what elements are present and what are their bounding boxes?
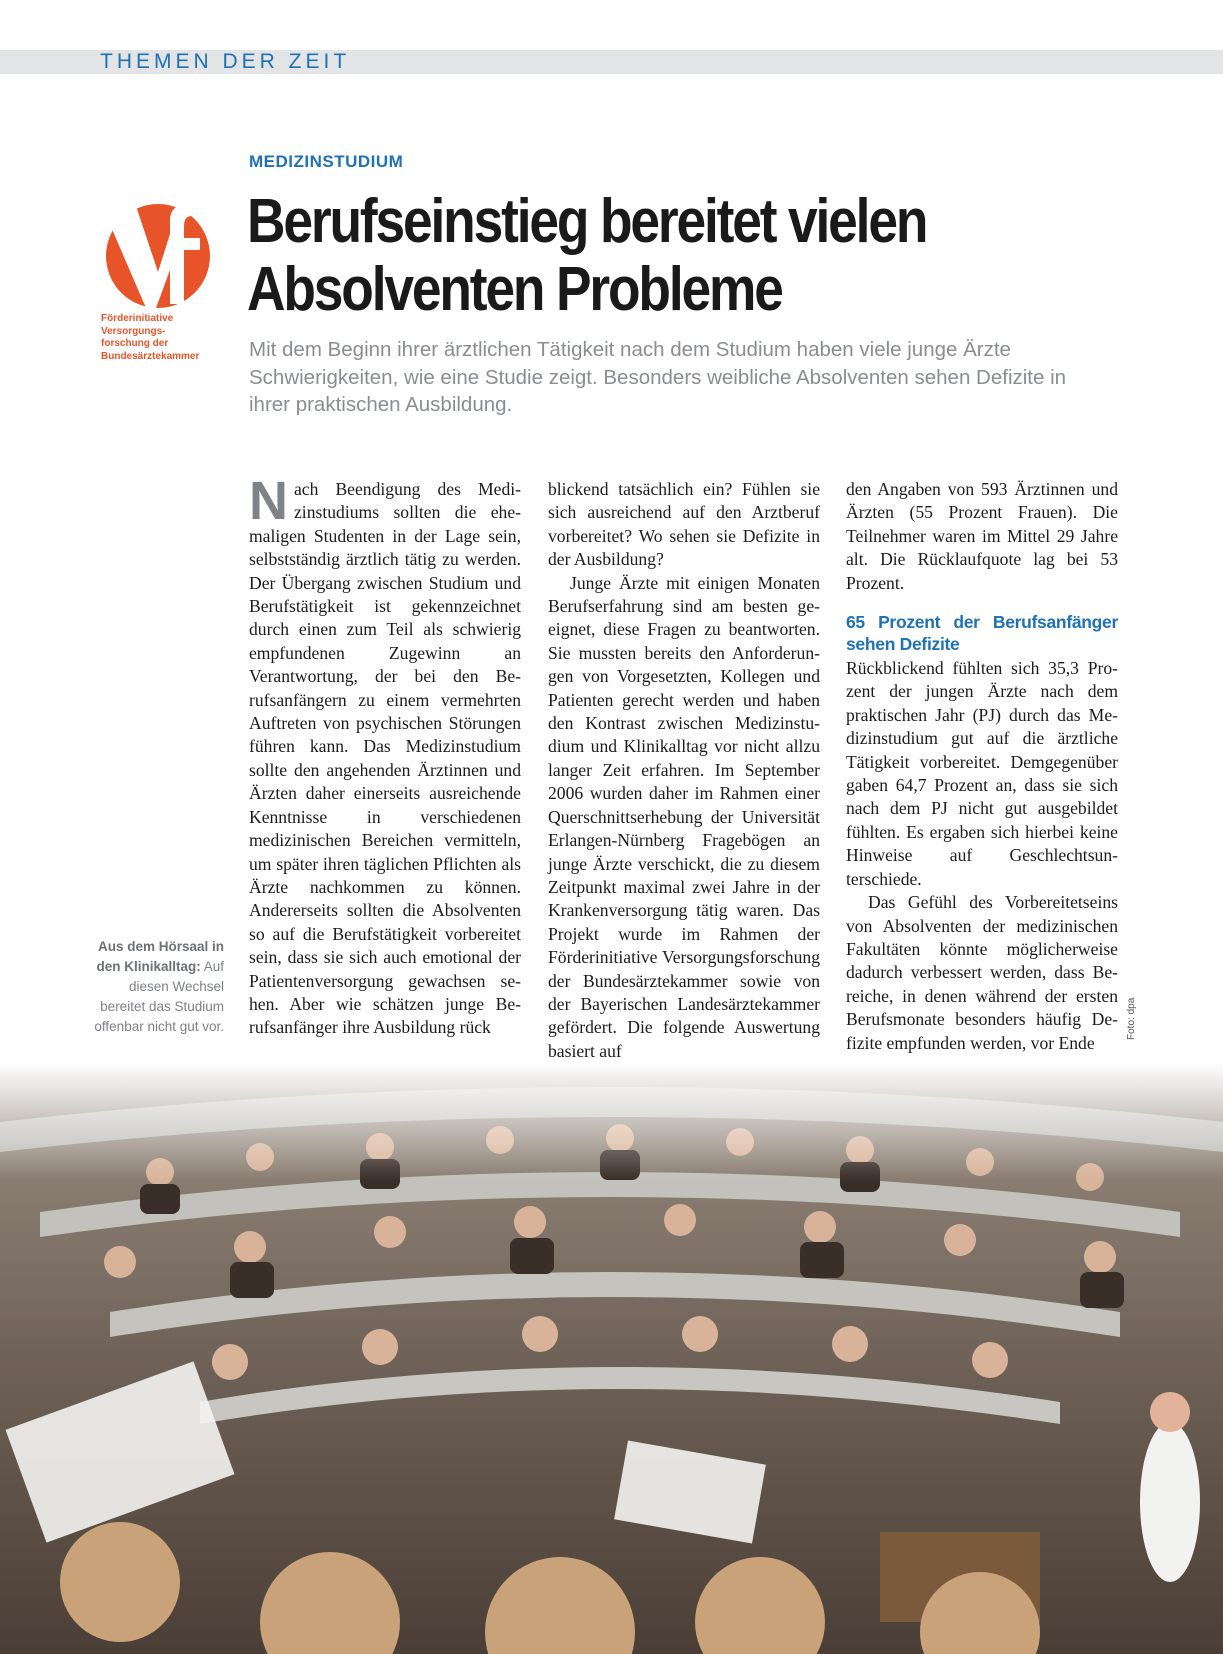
headline-line-2: Absolventen Probleme [247,255,782,324]
body-paragraph: blickend tatsächlich ein? Fühlen sie sich ausreichend auf den Arztberuf vorbereitet? Wo sehen sie Defizite in der Ausbildung? [548,479,820,570]
article-kicker: MEDIZINSTUDIUM [249,152,404,171]
logo-caption: Förderinitiative Versorgungs- forschung der Bundesärztekammer [101,313,200,362]
vf-logo-icon [100,200,212,308]
caption-text: Auf diesen Wechsel bereitet das Studium offenbar nicht gut vor. [94,959,224,1034]
body-paragraph: ach Beendigung des Medizinstudiums sollten die ehemaligen Studenten in der Lage sein, selbstständig ärztlich tätig zu werden. Der Übergang zwischen Studium und Berufstätigkeit ist gekennzeichnet durch einen zum Teil als schwierig empfundenen Zugewinn an Verantwortung, der bei den Berufsanfängern zu einem vermehrten Auftreten von psychischen Störungen führen kann. Das Medizinstudium sollte den angehenden Ärztinnen und Ärzten daher einerseits ausreichende Kenntnisse in verschiedenen medizinischen Bereichen vermitteln, um später ihren täglichen Pflichten als Ärzte nachkommen zu können. Andererseits sollten die Absolventen so auf die Berufstätigkeit vorbereitet sein, dass sie sich auch emotional der Patientenversorgung gewachsen sehen. Aber wie schätzen junge Berufsanfänger ihre Ausbildung rück [249,479,521,1038]
photo-caption [90,937,224,1037]
headline-line-1: Berufseinstieg bereitet vielen [247,187,927,256]
body-paragraph: Rückblickend fühlten sich 35,3 Prozent der jungen Ärzte nach dem praktischen Jahr (PJ) durch das Medizinstudium gut auf die ärztliche Tätigkeit vorbereitet. Demgegenüber gaben 64,7 Prozent an, dass sie sich nach dem PJ nicht gut ausgebildet fühlten. Es ergaben sich hierbei keine Hinweise auf Geschlechtsunterschiede. [846,658,1118,889]
body-column-3 [846,478,1118,1055]
body-paragraph: den Angaben von 593 Ärztinnen und Ärzten (55 Prozent Frauen). Die Teilnehmer waren im Mittel 29 Jahre alt. Die Rücklaufquote lag bei 53 Prozent. [846,479,1118,593]
body-column-2 [548,478,820,1063]
body-paragraph: Junge Ärzte mit einigen Monaten Berufserfahrung sind am besten geeignet, diese Fragen zu beantworten. Sie mussten bereits den Anforderungen von Vorgesetzten, Kollegen und Patienten gerecht werden und haben den Kontrast zwischen Medizinstudium und Klinikalltag vor nicht allzu langer Zeit erfahren. Im September 2006 wurden daher im Rahmen einer Querschnittserhebung der Universität Erlangen-Nürnberg Fragebögen an junge Ärzte verschickt, die zu diesem Zeitpunkt maximal zwei Jahre in der Krankenversorgung tätig waren. Das Projekt wurde im Rahmen der Förderinitiative Versorgungsforschung der Bundesärztekammer sowie von der Bayerischen Landesärztekammer gefördert. Die folgende Auswertung basiert auf [548,572,820,1061]
body-column-1 [249,471,521,1040]
body-paragraph: Das Gefühl des Vorbereitetseins von Absolventen der medizinischen Fakultäten könnte möglicherweise dadurch verbessert werden, dass Bereiche, in denen während der ersten Berufsmonate besonders häufig Defizite empfunden werden, vor Ende [846,892,1118,1053]
article-headline [247,188,952,324]
lecture-hall-photo [0,1062,1223,1654]
photo-credit: Foto: dpa [1126,997,1137,1040]
article-subheading: 65 Prozent der Berufsanfänger sehen Defizite [846,612,1118,655]
caption-title: Aus dem Hörsaal in den Klinikalltag: [96,939,224,974]
drop-cap: N [249,471,288,531]
section-label: THEMEN DER ZEIT [100,50,351,73]
article-lead: Mit dem Beginn ihrer ärztlichen Tätigkeit nach dem Studium haben viele junge Ärzte Schwierigkeiten, wie eine Studie zeigt. Besonders weibliche Absolventen sehen Defizite in ihrer praktischen Ausbildung. [249,338,1067,416]
